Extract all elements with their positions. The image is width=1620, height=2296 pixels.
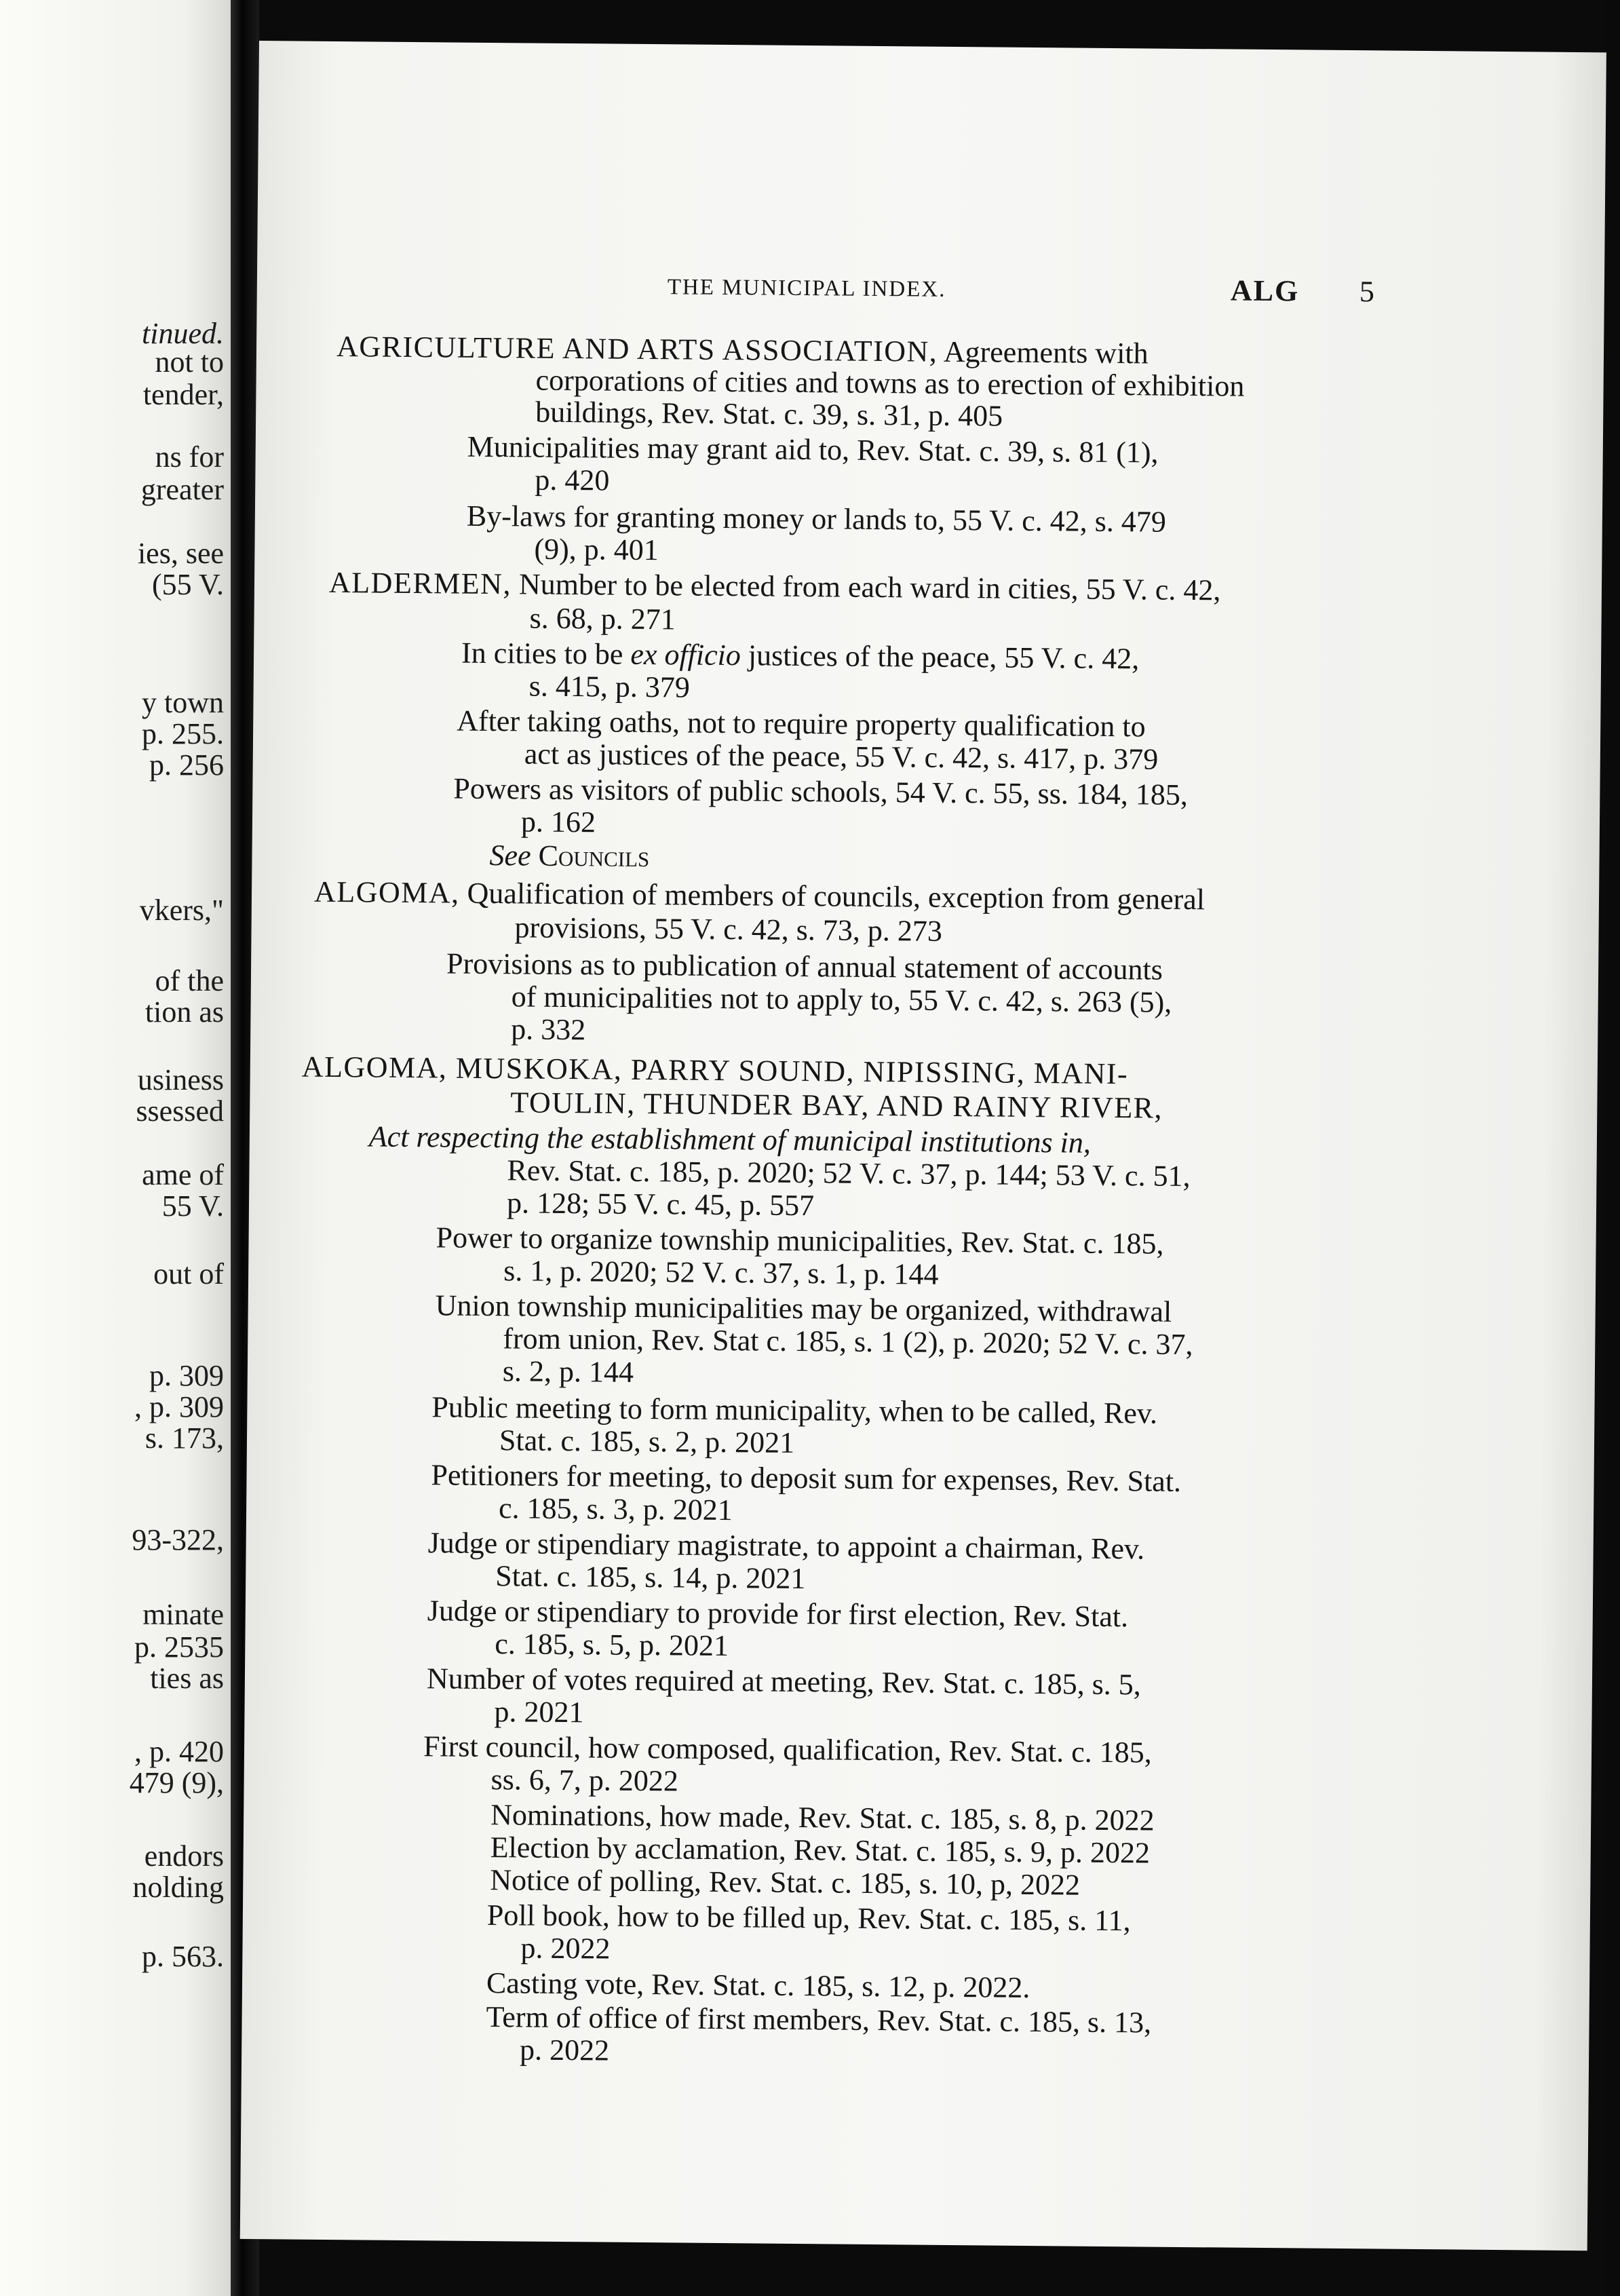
headword-algoma: ALGOMA, bbox=[313, 875, 460, 910]
headword-algoma-districts: ALGOMA, MUSKOKA, PARRY SOUND, NIPISSING, MANI- bbox=[301, 1050, 1129, 1091]
running-header bbox=[257, 271, 1604, 324]
left-page-fragment: , p. 420 bbox=[134, 1735, 224, 1768]
index-line: p. 2022 bbox=[520, 1931, 611, 1966]
index-line: buildings, Rev. Stat. c. 39, s. 31, p. 405 bbox=[535, 395, 1003, 433]
act-title: Act respecting the establishment of municipal institutions in, bbox=[368, 1120, 1092, 1160]
left-page-fragment: not to bbox=[155, 345, 224, 379]
cross-reference: See Councils bbox=[489, 839, 650, 874]
left-page-fragment: ies, see bbox=[137, 537, 224, 570]
left-page-fragment: p. 256 bbox=[149, 748, 224, 782]
left-page-fragment: minate bbox=[142, 1598, 224, 1631]
index-subsubentry: Term of office of first members, Rev. Stat. c. 185, s. 13, bbox=[486, 2000, 1152, 2040]
index-line: corporations of cities and towns as to erection of exhibition bbox=[535, 363, 1245, 403]
index-subentry: Union township municipalities may be organized, withdrawal bbox=[435, 1288, 1172, 1328]
left-page-fragment: 479 (9), bbox=[129, 1766, 224, 1799]
index-line: c. 185, s. 5, p. 2021 bbox=[495, 1627, 729, 1663]
left-page-margin bbox=[0, 0, 231, 2296]
index-line: s. 415, p. 379 bbox=[528, 669, 691, 704]
left-page-fragment: ns for bbox=[155, 440, 224, 474]
left-page-fragment: endors bbox=[144, 1839, 224, 1873]
index-subsubentry: Casting vote, Rev. Stat. c. 185, s. 12, p. 2022. bbox=[486, 1966, 1030, 2005]
left-page-fragment: of the bbox=[155, 964, 224, 997]
index-line: p. 162 bbox=[520, 805, 596, 839]
index-line: from union, Rev. Stat c. 185, s. 1 (2), p. 2020; 52 V. c. 37, bbox=[503, 1322, 1193, 1362]
index-subentry: Power to organize township municipalities, Rev. Stat. c. 185, bbox=[436, 1221, 1164, 1261]
left-page-fragment: p. 563. bbox=[142, 1940, 224, 1973]
headword-algoma-districts-cont: TOULIN, THUNDER BAY, AND RAINY RIVER, bbox=[510, 1086, 1163, 1125]
index-line: p. 2022 bbox=[519, 2033, 610, 2067]
left-page-fragment: p. 309 bbox=[149, 1359, 224, 1392]
index-line: c. 185, s. 3, p. 2021 bbox=[498, 1491, 733, 1527]
left-page-fragment: 93-322, bbox=[132, 1523, 224, 1556]
index-subsubentry: Nominations, how made, Rev. Stat. c. 185, s. 8, p. 2022 bbox=[490, 1798, 1155, 1837]
left-page-fragment: , p. 309 bbox=[134, 1390, 224, 1423]
left-page-fragment: s. 173, bbox=[144, 1421, 224, 1455]
left-page-fragment: ame of bbox=[142, 1158, 224, 1191]
index-subentry: Judge or stipendiary to provide for first election, Rev. Stat. bbox=[427, 1594, 1129, 1634]
scan-edge bbox=[1606, 0, 1620, 2296]
headword-agriculture: AGRICULTURE AND ARTS ASSOCIATION, bbox=[336, 330, 938, 368]
index-subentry: Public meeting to form municipality, when to be called, Rev. bbox=[431, 1390, 1158, 1430]
entry-algoma-line: ALGOMA, Qualification of members of councils, exception from general bbox=[313, 875, 1206, 917]
index-line: ss. 6, 7, p. 2022 bbox=[490, 1763, 679, 1798]
left-page-fragment: nolding bbox=[132, 1871, 224, 1904]
index-subsubentry: Notice of polling, Rev. Stat. c. 185, s. 10, p, 2022 bbox=[490, 1863, 1081, 1902]
left-page-fragment: tion as bbox=[144, 995, 224, 1029]
left-page-fragment: (55 V. bbox=[152, 568, 224, 601]
index-line: s. 1, p. 2020; 52 V. c. 37, s. 1, p. 144 bbox=[503, 1254, 939, 1291]
left-page-fragment: vkers," bbox=[139, 894, 224, 927]
headword-aldermen: ALDERMEN, bbox=[328, 565, 512, 601]
left-page-fragment: out of bbox=[153, 1257, 224, 1290]
left-page-fragment: usiness bbox=[137, 1063, 224, 1096]
left-page-fragment: p. 255. bbox=[142, 717, 224, 750]
index-line: (9), p. 401 bbox=[534, 532, 659, 567]
page-content bbox=[259, 41, 1606, 2067]
left-page-fragment: greater bbox=[140, 473, 224, 506]
left-page-fragment: ties as bbox=[150, 1662, 224, 1695]
index-subentry: By-laws for granting money or lands to, 55 V. c. 42, s. 479 bbox=[466, 499, 1167, 539]
index-subentry: Number of votes required at meeting, Rev. Stat. c. 185, s. 5, bbox=[426, 1662, 1142, 1702]
entry-agriculture-line: AGRICULTURE AND ARTS ASSOCIATION, Agreements with bbox=[336, 330, 1149, 370]
left-page-fragment: y town bbox=[142, 686, 224, 719]
index-subentry: First council, how composed, qualification, Rev. Stat. c. 185, bbox=[423, 1729, 1152, 1769]
index-line: p. 332 bbox=[511, 1012, 586, 1047]
left-page-fragment: ssessed bbox=[136, 1094, 224, 1128]
index-line: of municipalities not to apply to, 55 V. c. 42, s. 263 (5), bbox=[511, 980, 1172, 1019]
index-subsubentry: Poll book, how to be filled up, Rev. Stat. c. 185, s. 11, bbox=[486, 1898, 1131, 1938]
index-subentry: Petitioners for meeting, to deposit sum for expenses, Rev. Stat. bbox=[431, 1458, 1182, 1498]
index-subentry: After taking oaths, not to require property qualification to bbox=[457, 704, 1146, 744]
index-line: act as justices of the peace, 55 V. c. 42, s. 417, p. 379 bbox=[524, 737, 1159, 776]
entry-aldermen-line: ALDERMEN, Number to be elected from each ward in cities, 55 V. c. 42, bbox=[328, 565, 1221, 607]
section-tag: ALG bbox=[1230, 273, 1300, 308]
index-line: provisions, 55 V. c. 42, s. 73, p. 273 bbox=[514, 911, 943, 948]
index-line: s. 68, p. 271 bbox=[529, 601, 676, 636]
index-line: Stat. c. 185, s. 14, p. 2021 bbox=[495, 1559, 806, 1596]
index-line: s. 2, p. 144 bbox=[502, 1354, 634, 1389]
left-page-fragment: 55 V. bbox=[161, 1189, 224, 1223]
left-page-fragment: tinued. bbox=[142, 317, 224, 350]
index-line: Rev. Stat. c. 185, p. 2020; 52 V. c. 37, p. 144; 53 V. c. 51, bbox=[507, 1153, 1191, 1193]
index-line: p. 2021 bbox=[494, 1695, 584, 1729]
index-line: Stat. c. 185, s. 2, p. 2021 bbox=[499, 1423, 795, 1459]
index-subsubentry: Election by acclamation, Rev. Stat. c. 185, s. 9, p. 2022 bbox=[490, 1831, 1151, 1870]
index-subentry: Powers as visitors of public schools, 54 V. c. 55, ss. 184, 185, bbox=[453, 771, 1189, 811]
index-subentry: In cities to be ex officio justices of the peace, 55 V. c. 42, bbox=[461, 636, 1140, 676]
running-title: THE MUNICIPAL INDEX. bbox=[667, 275, 946, 302]
index-line: p. 420 bbox=[535, 463, 610, 497]
left-page-fragment: p. 2535 bbox=[134, 1630, 224, 1664]
index-subentry: Provisions as to publication of annual statement of accounts bbox=[446, 946, 1163, 987]
index-line: p. 128; 55 V. c. 45, p. 557 bbox=[506, 1186, 815, 1223]
page-number: 5 bbox=[1359, 275, 1375, 309]
right-page bbox=[240, 41, 1606, 2251]
index-subentry: Judge or stipendiary magistrate, to appoint a chairman, Rev. bbox=[427, 1526, 1145, 1566]
left-page-fragment: tender, bbox=[142, 378, 224, 411]
index-subentry: Municipalities may grant aid to, Rev. Stat. c. 39, s. 81 (1), bbox=[467, 429, 1159, 470]
